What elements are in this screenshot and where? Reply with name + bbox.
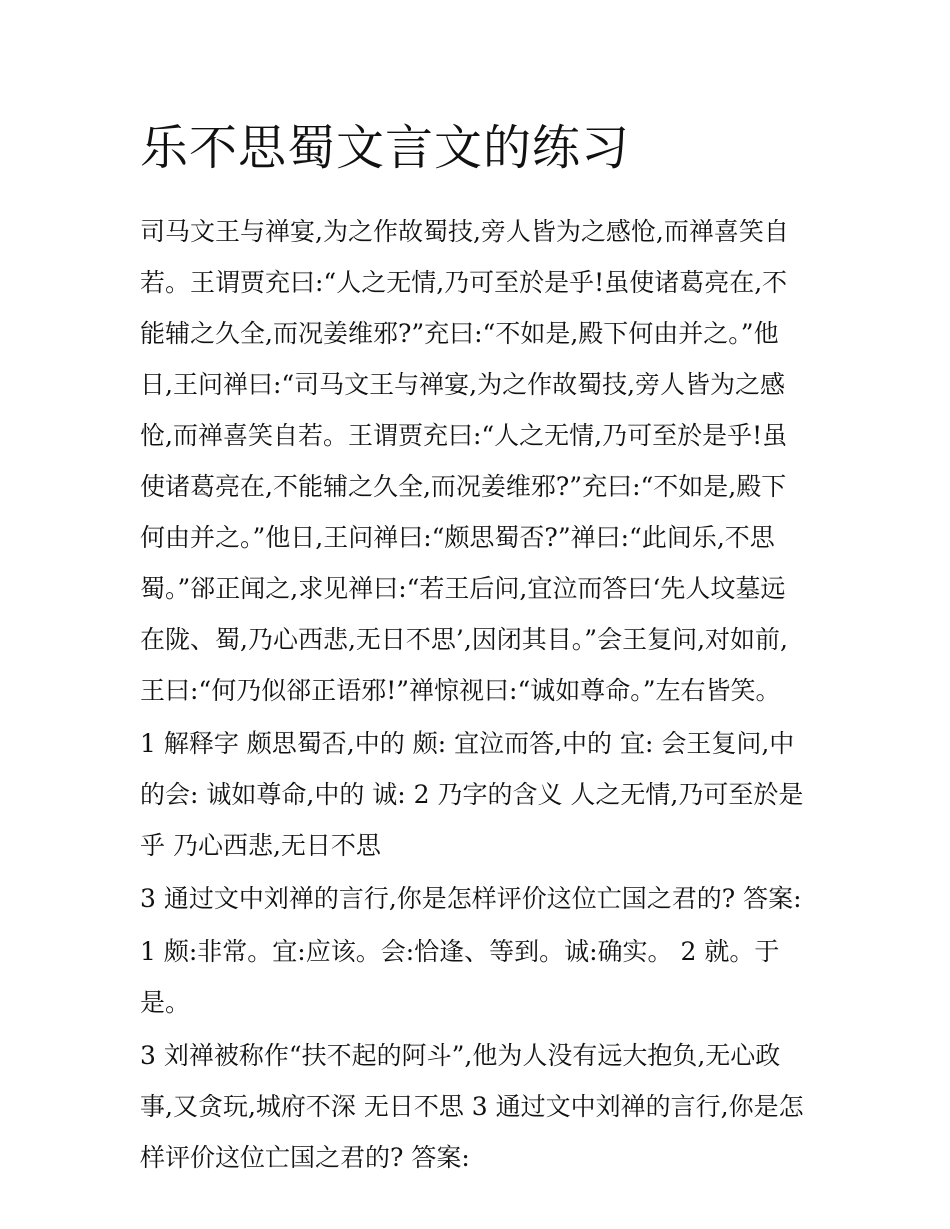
passage-paragraph: 司马文王与禅宴,为之作故蜀技,旁人皆为之感怆,而禅喜笑自若。王谓贾充曰:“人之无情,乃可至於是乎!虽使诸葛亮在,不能辅之久全,而况姜维邪?”充曰:“不如是,殿下何由并之。”他日,王问禅曰:“司马文王与禅宴,为之作故蜀技,旁人皆为之感怆,而禅喜笑自若。王谓贾充曰:“人之无情,乃可至於是乎!虽使诸葛亮在,不能辅之久全,而况姜维邪?”充曰:“不如是,殿下何由并之。”他日,王问禅曰:“颇思蜀否?”禅曰:“此间乐,不思蜀。”郤正闻之,求见禅曰:“若王后问,宜泣而答曰‘先人坟墓远在陇、蜀,乃心西悲,无日不思’,因闭其目。”会王复问,对如前,王曰:“何乃似郤正语邪!”禅惊视曰:“诚如尊命。”左右皆笑。 <box>140 217 789 705</box>
document-title: 乐不思蜀文言文的练习 <box>140 120 631 176</box>
question-1-2-paragraph: 1 解释字 颇思蜀否,中的 颇: 宜泣而答,中的 宜: 会王复问,中的会: 诚如尊命,中的 诚: 2 乃字的含义 人之无情,乃可至於是乎 乃心西悲,无日不思 <box>140 729 804 860</box>
answer-1-2-paragraph: 1 颇:非常。宜:应该。会:恰逢、等到。诚:确实。 2 就。于是。 <box>140 937 780 1017</box>
question-3-paragraph: 3 通过文中刘禅的言行,你是怎样评价这位亡国之君的? 答案: <box>140 884 802 913</box>
answer-3-paragraph: 3 刘禅被称作“扶不起的阿斗”,他为人没有远大抱负,无心政事,又贪玩,城府不深 无日不思 3 通过文中刘禅的言行,你是怎样评价这位亡国之君的? 答案: <box>140 1041 804 1172</box>
